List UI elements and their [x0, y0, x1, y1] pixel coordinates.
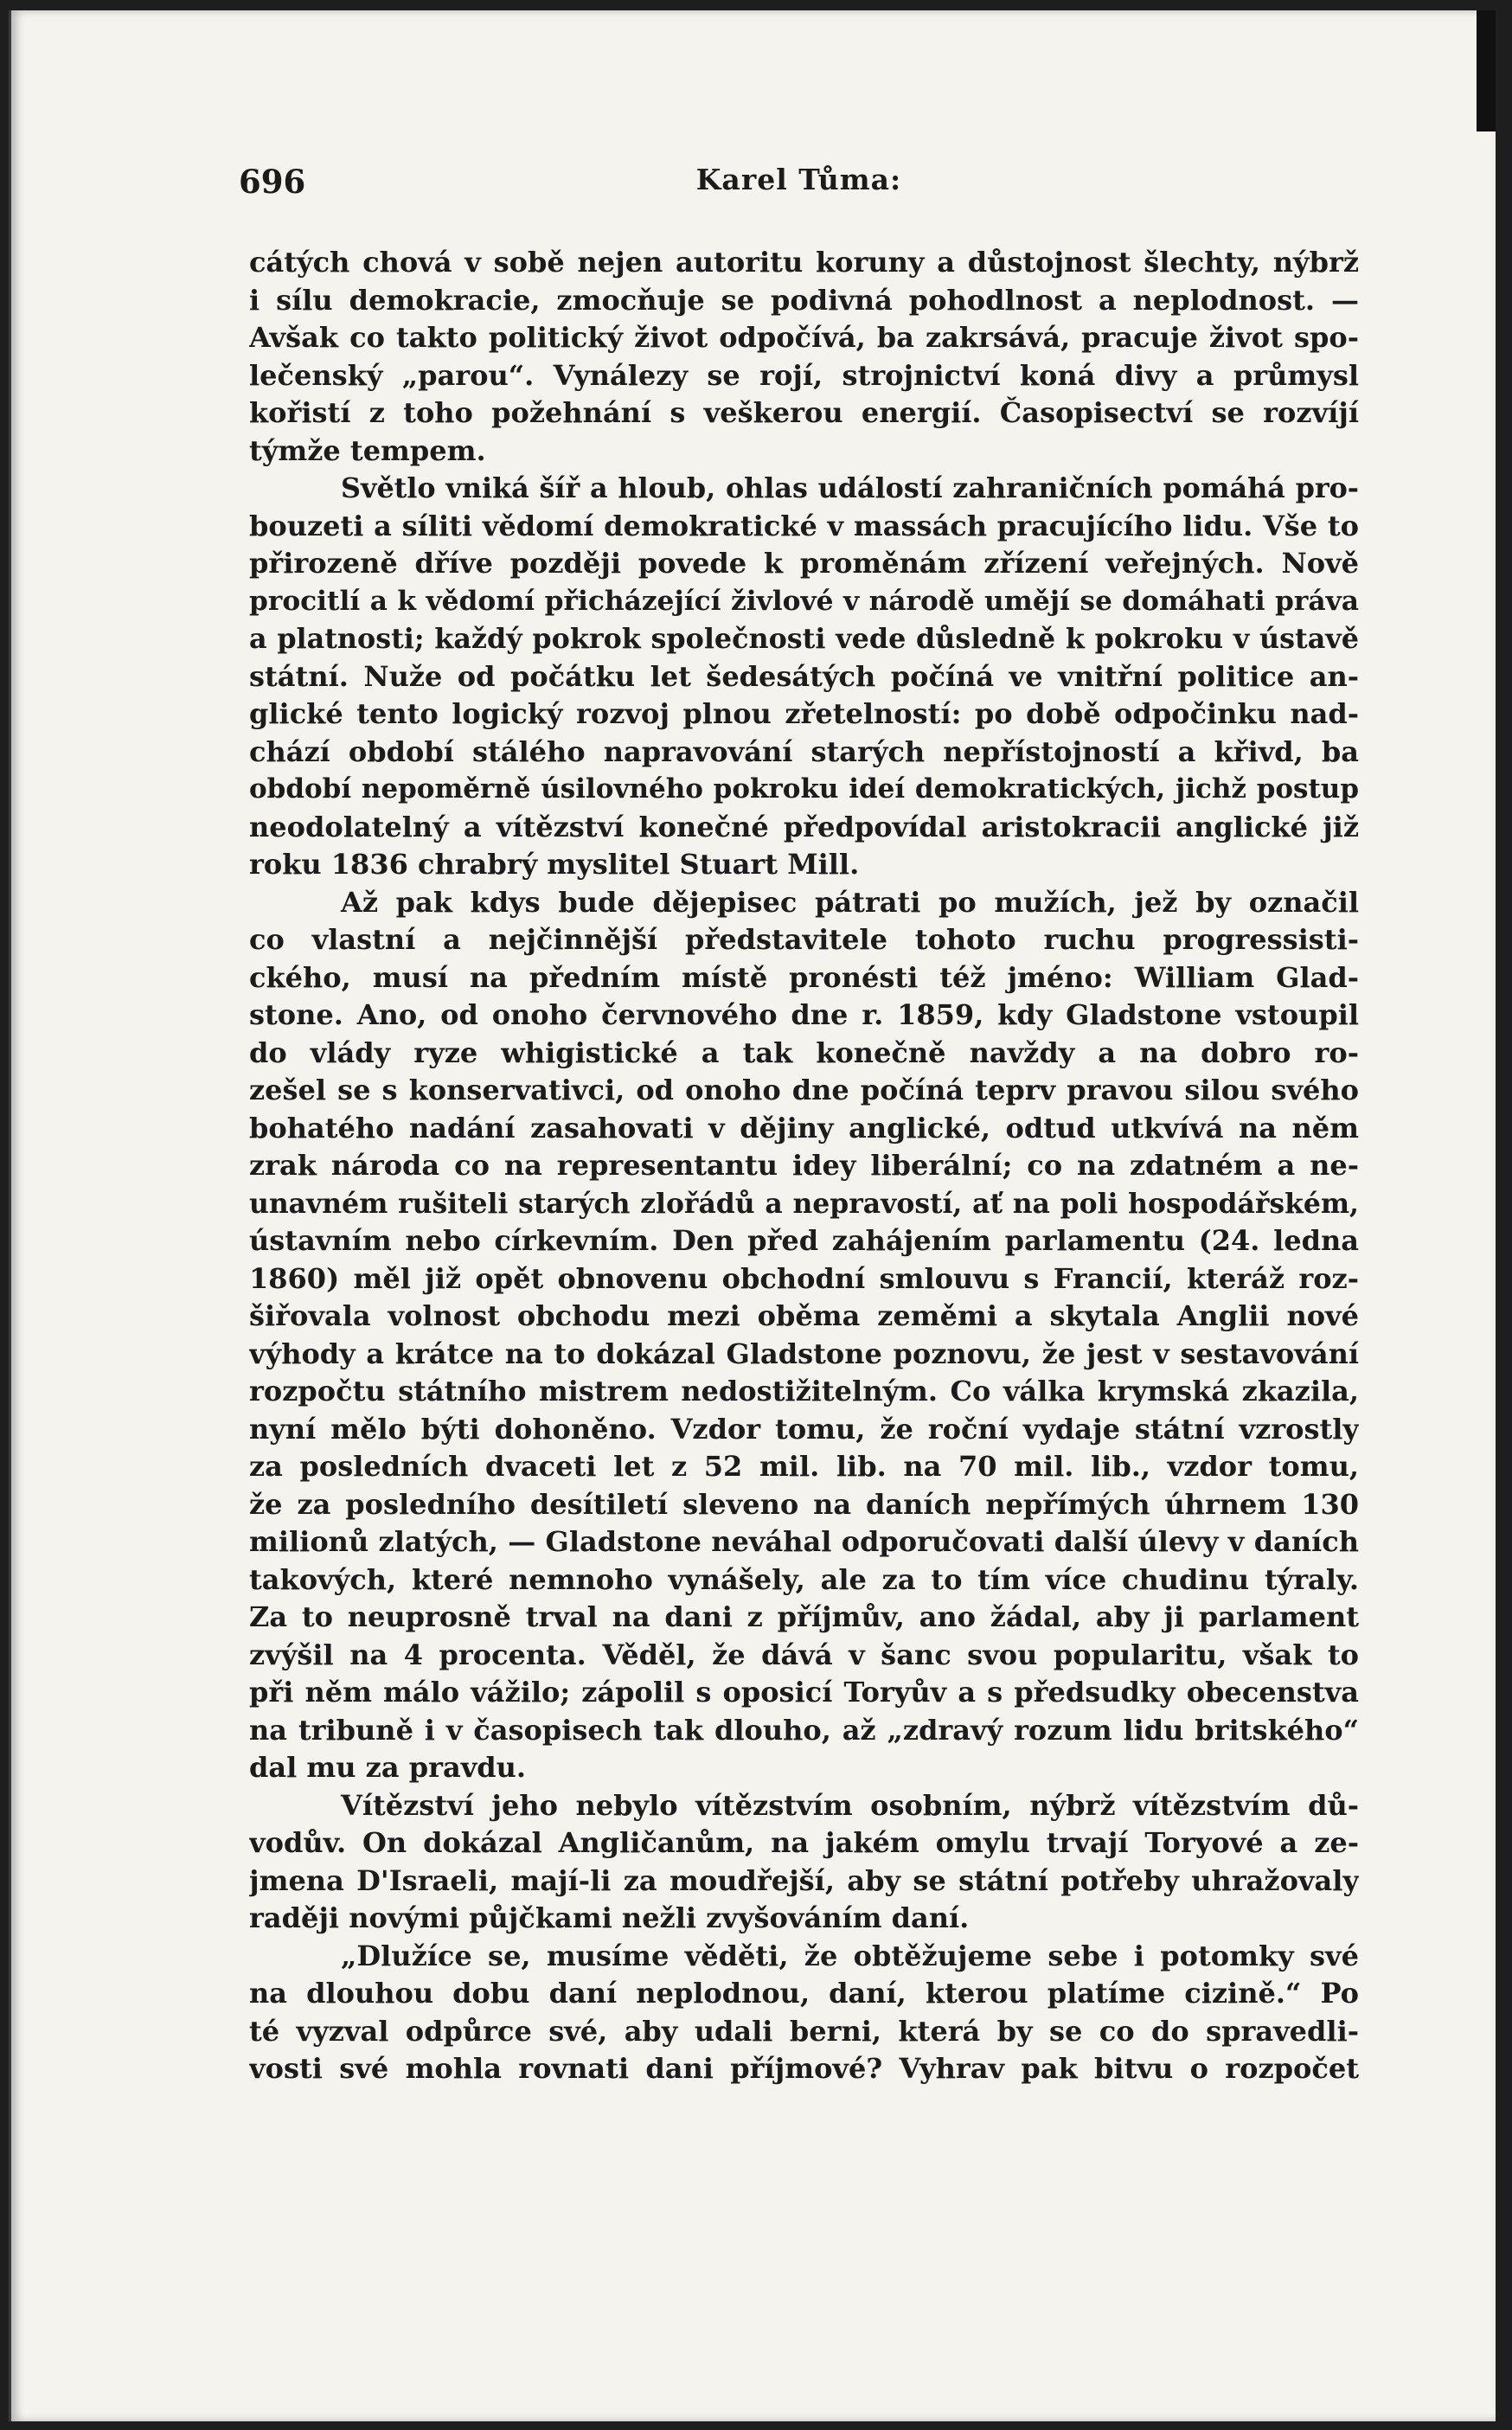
text-line: období nepoměrně úsilovného pokroku ideí demokratických, jichž postup: [249, 773, 1359, 805]
text-line: Až pak kdys bude dějepisec pátrati po mužích, jež by označil: [341, 885, 1359, 919]
text-line: té vyzval odpůrce své, aby udali berni, která by se co do spravedli-: [249, 2014, 1359, 2048]
text-line: roku 1836 chrabrý myslitel Stuart Mill.: [249, 848, 860, 881]
text-line: zešel se s konservativci, od onoho dne počíná teprv pravou silou svého: [249, 1074, 1359, 1106]
page-header: [239, 157, 1359, 209]
text-line: nyní mělo býti dohoněno. Vzdor tomu, že roční vydaje státní vzrostly: [249, 1412, 1359, 1446]
text-line: bohatého nadání zasahovati v dějiny anglické, odtud utkvívá na něm: [249, 1111, 1359, 1144]
text-line: šiřovala volnost obchodu mezi oběma zeměmi a skytala Anglii nové: [249, 1299, 1359, 1332]
text-line: cátých chová v sobě nejen autoritu koruny a důstojnost šlechty, nýbrž: [249, 246, 1359, 279]
text-line: Vítězství jeho nebylo vítězstvím osobním, nýbrž vítězstvím dů-: [341, 1788, 1359, 1822]
text-line: chází období stálého napravování starých nepřístojností a křivd, ba: [249, 734, 1359, 768]
text-line: procitlí a k vědomí přicházející živlové v národě umějí se domáhati práva: [249, 585, 1359, 617]
text-line: co vlastní a nejčinnější představitele tohoto ruchu progressisti-: [249, 923, 1359, 956]
text-line: ústavním nebo církevním. Den před zahájením parlamentu (24. ledna: [249, 1224, 1359, 1257]
text-line: kořistí z toho požehnání s veškerou energií. Časopisectví se rozvíjí: [249, 396, 1359, 429]
scan-edge-mark: [1477, 10, 1496, 131]
text-line: zrak národa co na representantu idey liberální; co na zdatném a ne-: [249, 1149, 1359, 1182]
text-line: do vlády ryze whigistické a tak konečně navždy a na dobro ro-: [249, 1035, 1359, 1069]
text-line: týmže tempem.: [249, 433, 486, 467]
text-line: že za posledního desítiletí sleveno na daních nepřímých úhrnem 130: [249, 1487, 1359, 1521]
text-line: a platnosti; každý pokrok společnosti vede důsledně k pokroku v ústavě: [249, 623, 1359, 655]
text-line: na tribuně i v časopisech tak dlouho, až „zdravý rozum lidu britského“: [249, 1713, 1359, 1747]
text-line: milionů zlatých, — Gladstone neváhal odporučovati další úlevy v daních: [249, 1525, 1359, 1558]
text-line: bouzeti a síliti vědomí demokratické v massách pracujícího lidu. Vše to: [249, 509, 1359, 542]
text-line: rozpočtu státního mistrem nedostižitelným. Co válka krymská zkazila,: [249, 1375, 1359, 1407]
text-line: glické tento logický rozvoj plnou zřetelností: po době odpočinku nad-: [249, 697, 1359, 730]
text-line: při něm málo vážilo; zápolil s oposicí Toryův a s předsudky obecenstva: [249, 1676, 1359, 1709]
text-line: zvýšil na 4 procenta. Věděl, že dává v šanc svou popularitu, však to: [249, 1638, 1359, 1671]
text-line: raději novými půjčkami nežli zvyšováním daní.: [249, 1901, 970, 1934]
text-line: Světlo vniká šíř a hloub, ohlas událostí zahraničních pomáhá pro-: [341, 471, 1359, 504]
text-line: lečenský „parou“. Vynálezy se rojí, strojnictví koná divy a průmysl: [249, 358, 1359, 392]
text-line: Avšak co takto politický život odpočívá, ba zakrsává, pracuje život spo-: [249, 321, 1359, 354]
text-line: takových, které nemnoho vynášely, ale za to tím více chudinu týraly.: [249, 1562, 1359, 1596]
text-line: za posledních dvaceti let z 52 mil. lib. na 70 mil. lib., vzdor tomu,: [249, 1450, 1359, 1483]
running-head: Karel Tůma:: [695, 163, 902, 196]
body-text: [249, 244, 1359, 2088]
text-line: státní. Nuže od počátku let šedesátých počíná ve vnitřní politice an-: [249, 659, 1359, 693]
text-line: Za to neuprosně trval na dani z příjmův, ano žádal, aby ji parlament: [249, 1600, 1359, 1633]
text-line: stone. Ano, od onoho červnového dne r. 1859, kdy Gladstone vstoupil: [249, 998, 1359, 1031]
text-line: „Dlužíce se, musíme věděti, že obtěžujeme sebe i potomky své: [341, 1939, 1359, 1972]
text-line: výhody a krátce na to dokázal Gladstone poznovu, že jest v sestavování: [249, 1337, 1359, 1370]
text-line: vosti své mohla rovnati dani příjmové? Vyhrav pak bitvu o rozpočet: [249, 2052, 1359, 2085]
text-line: 1860) měl již opět obnovenu obchodní smlouvu s Francií, kteráž roz-: [249, 1261, 1359, 1295]
text-line: jmena D'Israeli, mají-li za moudřejší, aby se státní potřeby uhražovaly: [249, 1863, 1359, 1897]
text-line: unavném rušiteli starých zlořádů a nepravostí, ať na poli hospodářském,: [249, 1187, 1359, 1220]
text-line: ckého, musí na předním místě pronésti též jméno: William Glad-: [249, 960, 1359, 994]
page-number: 696: [239, 163, 306, 201]
text-line: vodův. On dokázal Angličanům, na jakém omylu trvají Toryové a ze-: [249, 1826, 1359, 1859]
text-line: dal mu za pravdu.: [249, 1751, 527, 1784]
text-line: na dlouhou dobu daní neplodnou, daní, kterou platíme cizině.“ Po: [249, 1977, 1359, 2010]
text-line: přirozeně dříve později povede k proměnám zřízení veřejných. Nově: [249, 547, 1359, 580]
text-line: i sílu demokracie, zmocňuje se podivná pohodlnost a neplodnost. —: [249, 283, 1359, 317]
text-line: neodolatelný a vítězství konečné předpovídal aristokracii anglické již: [249, 810, 1359, 843]
